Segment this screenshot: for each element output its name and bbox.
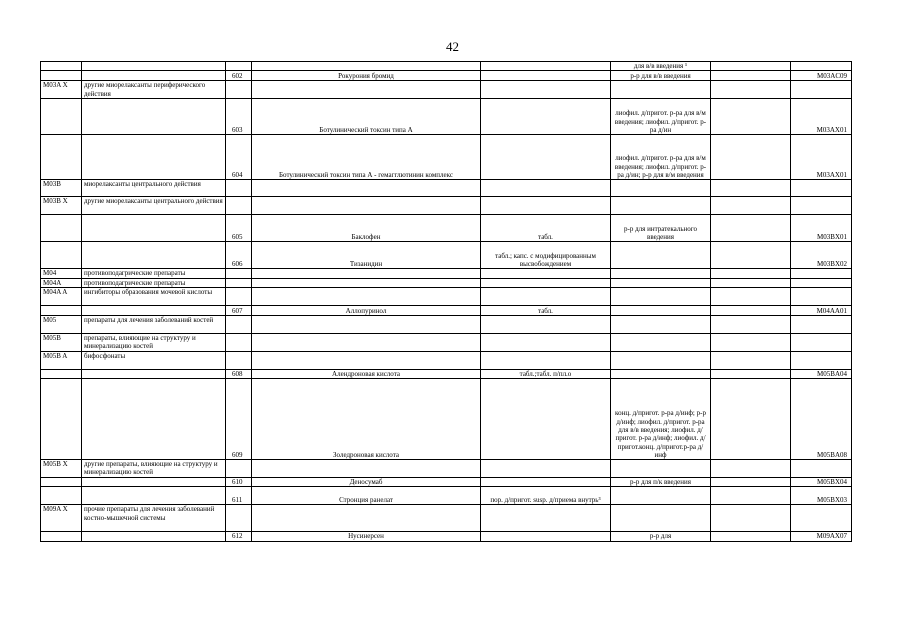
blank-cell <box>711 379 791 460</box>
dosage-form-1 <box>481 71 611 81</box>
blank-cell <box>711 532 791 541</box>
atc-group-code <box>41 99 82 135</box>
item-number <box>226 278 252 287</box>
dosage-form-2: р-р для в/в введения <box>611 71 711 81</box>
atc-group-code <box>41 215 82 242</box>
atc-group-name <box>82 478 226 487</box>
table-row <box>41 505 852 532</box>
dosage-form-1 <box>481 62 611 71</box>
drug-name <box>252 180 481 197</box>
atc-group-name: препараты для лечения заболеваний костей <box>82 315 226 333</box>
drug-name: Золедроновая кислота <box>252 379 481 460</box>
atc-group-code <box>41 478 82 487</box>
atc-group-code: M03A X <box>41 81 82 99</box>
dosage-form-1 <box>481 269 611 278</box>
atc-group-name: противоподагрические препараты <box>82 269 226 278</box>
drug-name: Ботулинический токсин типа А <box>252 99 481 135</box>
page-number: 42 <box>446 39 459 54</box>
dosage-form-2 <box>611 242 711 269</box>
atc-code: M04AA01 <box>791 305 852 315</box>
table-row <box>41 379 852 460</box>
atc-group-code <box>41 379 82 460</box>
item-number: 604 <box>226 135 252 180</box>
drug-name <box>252 287 481 305</box>
table-row <box>41 351 852 369</box>
atc-group-code: M03B <box>41 180 82 197</box>
atc-group-code <box>41 71 82 81</box>
item-number <box>226 197 252 215</box>
atc-group-code: M05B X <box>41 460 82 478</box>
blank-cell <box>711 460 791 478</box>
blank-cell <box>711 81 791 99</box>
item-number: 603 <box>226 99 252 135</box>
drug-name <box>252 269 481 278</box>
blank-cell <box>711 278 791 287</box>
drug-name: Деносумаб <box>252 478 481 487</box>
dosage-form-1 <box>481 333 611 351</box>
dosage-form-1 <box>481 351 611 369</box>
atc-group-name: препараты, влияющие на структуру и минерализацию костей <box>82 333 226 351</box>
drug-name <box>252 62 481 71</box>
atc-group-name: ингибиторы образования мочевой кислоты <box>82 287 226 305</box>
table-row <box>41 287 852 305</box>
atc-group-code: M05B A <box>41 351 82 369</box>
atc-code <box>791 351 852 369</box>
blank-cell <box>711 305 791 315</box>
table-row <box>41 242 852 269</box>
atc-group-name <box>82 71 226 81</box>
dosage-form-2 <box>611 505 711 532</box>
blank-cell <box>711 269 791 278</box>
blank-cell <box>711 315 791 333</box>
item-number: 611 <box>226 487 252 505</box>
atc-group-name: бифосфонаты <box>82 351 226 369</box>
blank-cell <box>711 333 791 351</box>
dosage-form-1 <box>481 478 611 487</box>
drug-name: Рокурония бромид <box>252 71 481 81</box>
item-number: 605 <box>226 215 252 242</box>
table-row <box>41 315 852 333</box>
atc-group-name <box>82 379 226 460</box>
atc-group-code: M03B X <box>41 197 82 215</box>
atc-group-name <box>82 305 226 315</box>
dosage-form-2: для в/в введения ¹ <box>611 62 711 71</box>
drug-name: Стронция ранелат <box>252 487 481 505</box>
dosage-form-1 <box>481 505 611 532</box>
atc-code <box>791 269 852 278</box>
atc-group-code <box>41 369 82 378</box>
dosage-form-1 <box>481 197 611 215</box>
drug-name: Аллопуринол <box>252 305 481 315</box>
item-number <box>226 351 252 369</box>
item-number <box>226 269 252 278</box>
table-row <box>41 478 852 487</box>
atc-group-code <box>41 305 82 315</box>
dosage-form-2 <box>611 180 711 197</box>
dosage-form-1 <box>481 315 611 333</box>
table-row <box>41 135 852 180</box>
atc-code <box>791 180 852 197</box>
dosage-form-1: табл. <box>481 215 611 242</box>
item-number: 609 <box>226 379 252 460</box>
dosage-form-2 <box>611 278 711 287</box>
item-number: 612 <box>226 532 252 541</box>
dosage-form-2 <box>611 269 711 278</box>
item-number: 602 <box>226 71 252 81</box>
atc-code <box>791 287 852 305</box>
table-row <box>41 278 852 287</box>
dosage-form-2 <box>611 81 711 99</box>
blank-cell <box>711 62 791 71</box>
drug-name: Нусинерсен <box>252 532 481 541</box>
dosage-form-2 <box>611 369 711 378</box>
atc-group-code <box>41 135 82 180</box>
drug-name: Баклофен <box>252 215 481 242</box>
table-row <box>41 81 852 99</box>
table-row <box>41 197 852 215</box>
table-row <box>41 532 852 541</box>
atc-code <box>791 460 852 478</box>
dosage-form-2: р-р для п/к введения <box>611 478 711 487</box>
dosage-form-2: лиофил. д/пригот. р-ра для в/м введения; лиофил. д/пригот. р-ра д/ин <box>611 99 711 135</box>
table-row <box>41 215 852 242</box>
drug-name: Ботулинический токсин типа А - гемагглютинин комплекс <box>252 135 481 180</box>
atc-code <box>791 278 852 287</box>
atc-group-code <box>41 242 82 269</box>
atc-code <box>791 62 852 71</box>
dosage-form-2: лиофил. д/пригот. р-ра для в/м введения; лиофил. д/пригот. р-ра д/ин; р-р для в/м введения <box>611 135 711 180</box>
drug-name <box>252 81 481 99</box>
item-number <box>226 505 252 532</box>
item-number <box>226 180 252 197</box>
blank-cell <box>711 478 791 487</box>
atc-code: M03BX02 <box>791 242 852 269</box>
table-row <box>41 71 852 81</box>
table-row <box>41 369 852 378</box>
atc-group-code <box>41 532 82 541</box>
item-number: 610 <box>226 478 252 487</box>
dosage-form-1: табл.; капс. с модифицированным высвобождением <box>481 242 611 269</box>
atc-group-code: M05B <box>41 333 82 351</box>
dosage-form-1 <box>481 135 611 180</box>
dosage-form-1: пор. д/пригот. susp. д/приема внутрь³ <box>481 487 611 505</box>
atc-group-name: другие миорелаксанты центрального действия <box>82 197 226 215</box>
dosage-form-1 <box>481 379 611 460</box>
blank-cell <box>711 135 791 180</box>
atc-code <box>791 333 852 351</box>
dosage-form-1 <box>481 460 611 478</box>
drug-name <box>252 505 481 532</box>
atc-group-name: другие препараты, влияющие на структуру и минерализацию костей <box>82 460 226 478</box>
atc-group-name <box>82 242 226 269</box>
atc-code <box>791 197 852 215</box>
atc-group-name <box>82 532 226 541</box>
atc-group-name: другие миорелаксанты периферического действия <box>82 81 226 99</box>
dosage-form-1 <box>481 99 611 135</box>
item-number <box>226 333 252 351</box>
dosage-form-2 <box>611 460 711 478</box>
atc-group-name <box>82 487 226 505</box>
atc-code: M03BX01 <box>791 215 852 242</box>
dosage-form-1 <box>481 81 611 99</box>
atc-group-name: противоподагрические препараты <box>82 278 226 287</box>
dosage-form-1: табл. <box>481 305 611 315</box>
atc-code: M03AC09 <box>791 71 852 81</box>
dosage-form-2 <box>611 197 711 215</box>
item-number: 608 <box>226 369 252 378</box>
atc-group-name: миорелаксанты центрального действия <box>82 180 226 197</box>
table-row <box>41 269 852 278</box>
drug-name <box>252 351 481 369</box>
drug-name: Алендроновая кислота <box>252 369 481 378</box>
atc-code <box>791 315 852 333</box>
blank-cell <box>711 505 791 532</box>
atc-group-name <box>82 135 226 180</box>
drug-register-table <box>40 61 852 542</box>
dosage-form-1 <box>481 180 611 197</box>
dosage-form-2 <box>611 351 711 369</box>
atc-group-code <box>41 62 82 71</box>
table-row <box>41 487 852 505</box>
atc-code <box>791 505 852 532</box>
item-number <box>226 315 252 333</box>
blank-cell <box>711 351 791 369</box>
table-row <box>41 460 852 478</box>
blank-cell <box>711 487 791 505</box>
atc-code: M05BX04 <box>791 478 852 487</box>
dosage-form-2: р-р для <box>611 532 711 541</box>
atc-group-name <box>82 99 226 135</box>
dosage-form-1 <box>481 278 611 287</box>
item-number <box>226 287 252 305</box>
blank-cell <box>711 369 791 378</box>
blank-cell <box>711 215 791 242</box>
blank-cell <box>711 242 791 269</box>
atc-group-name: прочие препараты для лечения заболеваний костно-мышечной системы <box>82 505 226 532</box>
dosage-form-2 <box>611 333 711 351</box>
item-number <box>226 62 252 71</box>
atc-code: M05BA08 <box>791 379 852 460</box>
atc-group-code: M04A <box>41 278 82 287</box>
atc-code <box>791 81 852 99</box>
table-row <box>41 62 852 71</box>
dosage-form-2 <box>611 287 711 305</box>
dosage-form-2 <box>611 315 711 333</box>
drug-name <box>252 460 481 478</box>
atc-code: M03AX01 <box>791 99 852 135</box>
atc-code: M05BA04 <box>791 369 852 378</box>
table-row <box>41 180 852 197</box>
atc-group-code: M09A X <box>41 505 82 532</box>
dosage-form-1 <box>481 532 611 541</box>
drug-name <box>252 315 481 333</box>
drug-name: Тизанидин <box>252 242 481 269</box>
atc-group-name <box>82 62 226 71</box>
item-number: 606 <box>226 242 252 269</box>
item-number <box>226 460 252 478</box>
blank-cell <box>711 71 791 81</box>
item-number: 607 <box>226 305 252 315</box>
dosage-form-2: р-р для интратекального введения <box>611 215 711 242</box>
atc-code: M03AX01 <box>791 135 852 180</box>
atc-group-code: M05 <box>41 315 82 333</box>
dosage-form-1: табл.;табл. п/пл.о <box>481 369 611 378</box>
blank-cell <box>711 287 791 305</box>
drug-name <box>252 278 481 287</box>
dosage-form-1 <box>481 287 611 305</box>
atc-group-code: M04A A <box>41 287 82 305</box>
atc-group-code: M04 <box>41 269 82 278</box>
dosage-form-2 <box>611 305 711 315</box>
atc-code: M09AX07 <box>791 532 852 541</box>
drug-name <box>252 197 481 215</box>
blank-cell <box>711 180 791 197</box>
drug-name <box>252 333 481 351</box>
atc-group-code <box>41 487 82 505</box>
table-row <box>41 305 852 315</box>
atc-group-name <box>82 215 226 242</box>
blank-cell <box>711 197 791 215</box>
atc-code: M05BX03 <box>791 487 852 505</box>
table-row <box>41 333 852 351</box>
dosage-form-2: конц. д/пригот. р-ра д/инф; р-р д/инф; лиофил. д/пригот. р-ра для в/в введения; лиофил. д/пригот. р-ра д/инф; лиофил. д/пригот.конц. д/пригот.р-ра д/инф <box>611 379 711 460</box>
table-row <box>41 99 852 135</box>
dosage-form-2 <box>611 487 711 505</box>
blank-cell <box>711 99 791 135</box>
atc-group-name <box>82 369 226 378</box>
item-number <box>226 81 252 99</box>
